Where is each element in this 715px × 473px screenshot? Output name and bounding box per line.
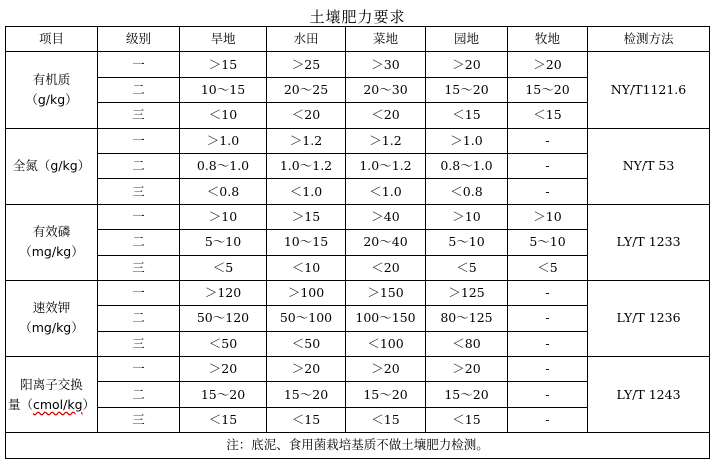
- item-name-line: 量（cmol/kg）: [7, 396, 96, 412]
- level-cell: 三: [98, 255, 180, 280]
- item-name-line: 有效磷: [32, 224, 71, 240]
- value-cell-vegetable-field: ＜1.0: [346, 179, 426, 204]
- value-cell-pasture: -: [508, 331, 588, 356]
- value-cell-vegetable-field: ＜20: [346, 255, 426, 280]
- level-cell: 二: [98, 77, 180, 102]
- value-cell-pasture: ＞20: [508, 52, 588, 77]
- value-cell-vegetable-field: ＜100: [346, 331, 426, 356]
- value-cell-pasture: -: [508, 128, 588, 153]
- value-cell-vegetable-field: ＞20: [346, 357, 426, 382]
- value-cell-pasture: -: [508, 179, 588, 204]
- value-cell-paddy: 50～100: [267, 306, 346, 331]
- value-cell-paddy: ＞15: [267, 204, 346, 229]
- value-cell-orchard: ＞20: [426, 52, 508, 77]
- level-cell: 三: [98, 179, 180, 204]
- table-title: 土壤肥力要求: [309, 8, 406, 26]
- test-method-cell: NY/T1121.6: [588, 52, 710, 128]
- value-cell-pasture: -: [508, 357, 588, 382]
- item-name-line: （g/kg）: [25, 91, 78, 107]
- value-cell-dryland: 5～10: [180, 230, 267, 255]
- value-cell-pasture: ＜5: [508, 255, 588, 280]
- value-cell-orchard: 15～20: [426, 382, 508, 407]
- item-name-cell: [6, 128, 98, 204]
- header-level: 级别: [98, 27, 180, 52]
- value-cell-vegetable-field: ＜20: [346, 103, 426, 128]
- item-name-cell: [6, 280, 98, 356]
- value-cell-paddy: ＞100: [267, 280, 346, 305]
- item-name-line: （mg/kg）: [19, 320, 84, 336]
- value-cell-dryland: ＞1.0: [180, 128, 267, 153]
- header-vegetable-field: 菜地: [346, 27, 426, 52]
- value-cell-paddy: ＜10: [267, 255, 346, 280]
- header-test-method: 检测方法: [588, 27, 710, 52]
- value-cell-vegetable-field: 1.0～1.2: [346, 153, 426, 178]
- value-cell-dryland: 50～120: [180, 306, 267, 331]
- level-cell: 三: [98, 407, 180, 432]
- value-cell-pasture: -: [508, 153, 588, 178]
- value-cell-orchard: ＞20: [426, 357, 508, 382]
- level-cell: 二: [98, 382, 180, 407]
- level-cell: 三: [98, 103, 180, 128]
- test-method-cell: LY/T 1236: [588, 280, 710, 356]
- value-cell-orchard: ＜80: [426, 331, 508, 356]
- item-name-line: 速效钾: [32, 300, 71, 316]
- item-name-cell: [6, 52, 98, 128]
- test-method-cell: LY/T 1243: [588, 357, 710, 433]
- value-cell-orchard: 15～20: [426, 77, 508, 102]
- header-item: 项目: [6, 27, 98, 52]
- header-paddy: 水田: [267, 27, 346, 52]
- value-cell-pasture: ＞10: [508, 204, 588, 229]
- value-cell-pasture: -: [508, 280, 588, 305]
- value-cell-paddy: ＜15: [267, 407, 346, 432]
- value-cell-paddy: ＜50: [267, 331, 346, 356]
- value-cell-vegetable-field: ＞30: [346, 52, 426, 77]
- value-cell-orchard: 5～10: [426, 230, 508, 255]
- item-name-line: 有机质: [32, 71, 71, 87]
- value-cell-orchard: ＞10: [426, 204, 508, 229]
- table-row: [6, 357, 710, 382]
- level-cell: 二: [98, 306, 180, 331]
- value-cell-pasture: -: [508, 306, 588, 331]
- value-cell-dryland: ＜0.8: [180, 179, 267, 204]
- item-name-cell: [6, 204, 98, 280]
- value-cell-vegetable-field: ＞150: [346, 280, 426, 305]
- value-cell-dryland: ＞20: [180, 357, 267, 382]
- value-cell-paddy: 20～25: [267, 77, 346, 102]
- value-cell-orchard: 0.8～1.0: [426, 153, 508, 178]
- item-name-cell: [6, 357, 98, 433]
- value-cell-pasture: ＜15: [508, 103, 588, 128]
- table-row: [6, 280, 710, 305]
- value-cell-vegetable-field: 15～20: [346, 382, 426, 407]
- value-cell-dryland: ＜50: [180, 331, 267, 356]
- level-cell: 二: [98, 230, 180, 255]
- value-cell-paddy: ＜1.0: [267, 179, 346, 204]
- value-cell-vegetable-field: 100～150: [346, 306, 426, 331]
- value-cell-dryland: ＞120: [180, 280, 267, 305]
- value-cell-paddy: 1.0～1.2: [267, 153, 346, 178]
- level-cell: 一: [98, 52, 180, 77]
- value-cell-vegetable-field: 20～30: [346, 77, 426, 102]
- level-cell: 三: [98, 331, 180, 356]
- level-cell: 一: [98, 280, 180, 305]
- value-cell-orchard: ＜15: [426, 103, 508, 128]
- value-cell-orchard: ＜5: [426, 255, 508, 280]
- table-row: [6, 128, 710, 153]
- value-cell-paddy: ＞25: [267, 52, 346, 77]
- value-cell-pasture: 15～20: [508, 77, 588, 102]
- header-dryland: 旱地: [180, 27, 267, 52]
- footnote: 注：底泥、食用菌栽培基质不做土壤肥力检测。: [6, 433, 710, 458]
- level-cell: 一: [98, 128, 180, 153]
- value-cell-orchard: 80～125: [426, 306, 508, 331]
- table-row: [6, 52, 710, 77]
- header-row: [6, 27, 710, 52]
- level-cell: 一: [98, 357, 180, 382]
- soil-fertility-table: [5, 26, 710, 459]
- value-cell-paddy: 10～15: [267, 230, 346, 255]
- value-cell-orchard: ＞125: [426, 280, 508, 305]
- value-cell-orchard: ＜0.8: [426, 179, 508, 204]
- value-cell-paddy: ＞20: [267, 357, 346, 382]
- test-method-cell: LY/T 1233: [588, 204, 710, 280]
- value-cell-vegetable-field: 20～40: [346, 230, 426, 255]
- value-cell-dryland: 10～15: [180, 77, 267, 102]
- value-cell-vegetable-field: ＞40: [346, 204, 426, 229]
- value-cell-dryland: ＞15: [180, 52, 267, 77]
- item-name-line: 全氮（g/kg）: [12, 158, 91, 174]
- value-cell-pasture: -: [508, 407, 588, 432]
- header-pasture: 牧地: [508, 27, 588, 52]
- item-name-line: 阳离子交换: [20, 376, 83, 392]
- value-cell-dryland: 0.8～1.0: [180, 153, 267, 178]
- table-row: [6, 204, 710, 229]
- value-cell-dryland: ＜5: [180, 255, 267, 280]
- value-cell-pasture: 5～10: [508, 230, 588, 255]
- value-cell-paddy: ＞1.2: [267, 128, 346, 153]
- level-cell: 一: [98, 204, 180, 229]
- value-cell-paddy: 15～20: [267, 382, 346, 407]
- value-cell-dryland: 15～20: [180, 382, 267, 407]
- item-name-line: （mg/kg）: [19, 244, 84, 260]
- value-cell-dryland: ＜15: [180, 407, 267, 432]
- level-cell: 二: [98, 153, 180, 178]
- test-method-cell: NY/T 53: [588, 128, 710, 204]
- value-cell-orchard: ＞1.0: [426, 128, 508, 153]
- header-orchard: 园地: [426, 27, 508, 52]
- value-cell-orchard: ＜15: [426, 407, 508, 432]
- value-cell-vegetable-field: ＞1.2: [346, 128, 426, 153]
- value-cell-vegetable-field: ＜15: [346, 407, 426, 432]
- note-row: [6, 433, 710, 458]
- value-cell-dryland: ＞10: [180, 204, 267, 229]
- value-cell-paddy: ＜20: [267, 103, 346, 128]
- value-cell-dryland: ＜10: [180, 103, 267, 128]
- value-cell-pasture: -: [508, 382, 588, 407]
